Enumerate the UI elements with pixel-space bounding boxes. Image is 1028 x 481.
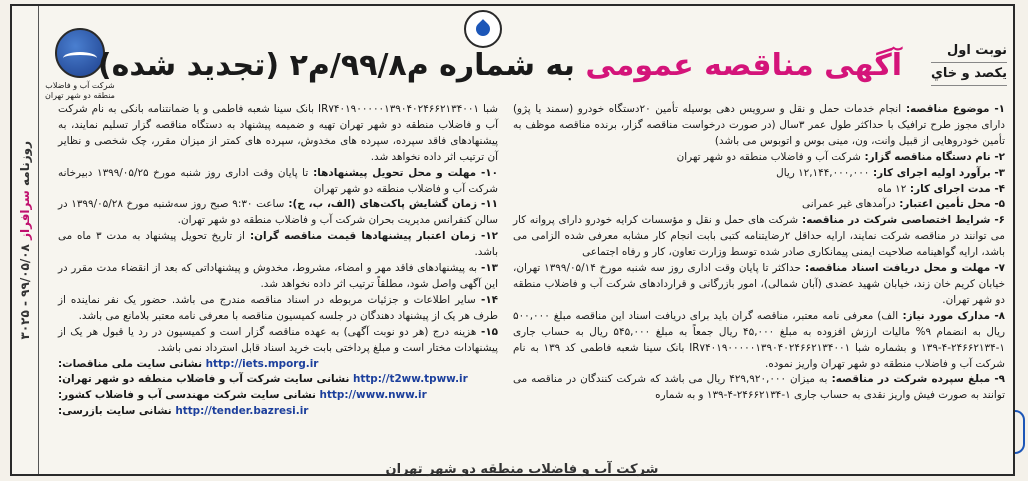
clause-4 [513,182,1005,198]
clause-text: هزینه درج (هر دو نوبت آگهی) به عهده مناقصه گزار است و کمیسیون در رد یا قبول هر یک از پیشنهادات مختار است و مبلغ پرداختی بابت خرید اسناد قابل استرداد نمی باشد. [58,325,498,354]
clause-text: شرکت آب و فاضلاب منطقه دو شهر تهران [676,150,861,163]
clause-text: سایر اطلاعات و جزئیات مربوطه در اسناد مناقصه مندرج می باشد. حضور یک نفر نماینده از طرف هر یک از پیشنهاد دهندگان در جلسه کمیسیون مناقصه با معرفی نامه معتبر بلامانع می باشد. [58,293,498,322]
clause-label: ۱۵- [476,325,498,338]
clause-text: به میزان ۴۲۹,۹۲۰,۰۰۰ ریال می باشد که شرکت کنندگان در مناقصه می توانند به صورت فیش واریز نقدی به حساب جاری ۱-۲۴۶۶۲۱۳۴-۴-۱۳۹ و به شماره [513,373,1005,402]
newspaper-side-strip [12,6,39,474]
website-link[interactable]: http://t2ww.tpww.ir [352,373,468,386]
newspaper-name: روزنامه [18,140,32,186]
page-edge-bracket [1015,410,1025,454]
issue-date: ۹۹/۰۵/۰۸ - ۳۰۲۵ [18,243,32,340]
clause-1 [513,102,1005,150]
clause-label: ۳- برآورد اولیه اجرای کار: [869,166,1005,179]
clause-1 [58,102,498,166]
publication-turn [931,40,1007,86]
clause-text: الف) معرفی نامه معتبر، مناقصه گران باید برای دریافت اسناد این مناقصه مبلغ ۵۰۰,۰۰۰ ریال به انضمام ۹% مالیات ارزش افزوده به مبلغ ۴۵,۰۰۰ ریال جمعاً به مبلغ ۵۴۵,۰۰۰ ریال به حساب جاری ۱-۲۴۶۶۲۱۳۴-۴-۱۳۹ و بشماره شبا IR۷۴۰۱۹۰۰۰۰۰۱۳۹۰۴۰۲۴۶۶۲۱۳۴۰۰۱ بانک سینا شعبه فاطمی کد ۱۳۹ به نام شرکت آب و فاضلاب منطقه دو شهر تهران واریز نموده. [513,309,1005,370]
clause-label: ۹- مبلغ سپرده شرکت در مناقصه: [827,373,1005,386]
clause-text: ۱۲ ماه [877,182,907,195]
website-label: نشانی سایت ملی مناقصات: [58,357,206,370]
clause-5 [513,197,1005,213]
website-row [58,388,498,404]
clause-label: ۱- موضوع مناقصه: [901,103,1005,115]
clause-label: ۱۱- زمان گشایش پاکت‌های (الف، ب، ج): [284,198,499,211]
clause-label: ۵- محل تأمین اعتبار: [895,198,1005,211]
clause-label: ۸- مدارک مورد نیاز: [898,309,1006,322]
clause-text: انجام خدمات حمل و نقل و سرویس دهی بوسیله تأمین ۲۰دستگاه خودرو (سمند یا پژو) دارای مجوز طرح ترافیک با حداکثر طول عمر ۳سال (در صورت درخواست مناقصه گزار، برنده مناقصه موظف به تأمین خودروهایی از قبیل وانت، ون، مینی بوس و اتوبوس می باشد) [513,103,1005,147]
clause-label: ۲- نام دستگاه مناقصه گزار: [860,150,1005,163]
clause-2 [513,150,1005,166]
clause-label: ۱۳- [477,262,498,275]
clause-8 [513,309,1005,373]
tender-advertisement [10,4,1015,476]
website-row [58,357,498,373]
clause-4 [58,229,498,261]
clause-text: از تاریخ تحویل پیشنهاد به مدت ۳ ماه می باشد. [58,230,498,259]
clause-text: درآمدهای غیر عمرانی [802,198,896,211]
newspaper-brand: سرافراز [18,189,32,240]
clause-text: شرکت های حمل و نقل و مؤسسات کرایه خودرو دارای پروانه کار می توانند در مناقصه شرکت نمایند، ارایه حداقل ۲رضایتنامه کتبی بابت انجام کار مشابه معرفی شده الزامی می باشد، ارایه گواهینامه صلاحیت ایمنی پیمانکاری صادر شده توسط وزارت تعاون، کار و رفاه اجتماعی [513,214,1005,259]
clause-6 [513,213,1005,261]
website-link[interactable]: http://tender.bazresi.ir [175,405,309,418]
clause-label: ۷- مهلت و محل دریافت اسناد مناقصه: [800,262,1006,275]
clause-text: ۱۲,۱۴۴,۰۰۰,۰۰۰ ریال [776,166,870,179]
clause-label: ۱۰- مهلت و محل تحویل پیشنهادها: [308,166,498,179]
right-column [513,102,1005,404]
ad-title [97,48,902,83]
clause-3 [513,166,1005,182]
left-column [58,102,498,420]
clause-2 [58,166,498,198]
turn-label: نوبت اول [931,40,1007,63]
turn-label-2: یکصد و خاي [931,63,1007,86]
website-link[interactable]: http://www.nww.ir [319,389,427,402]
clause-label: ۶- شرایط اختصاصی شرکت در مناقصه: [798,214,1005,227]
website-label: نشانی سایت شرکت آب و فاضلاب منطقه دو شهر تهران: [58,373,353,386]
clause-3 [58,197,498,229]
clause-7 [58,325,498,357]
water-drop-icon [464,10,502,48]
clause-9 [513,372,1005,404]
clause-6 [58,293,498,325]
website-row [58,404,498,420]
website-row [58,372,498,388]
website-label: نشانی سایت شرکت مهندسی آب و فاضلاب کشور: [58,389,320,402]
website-link[interactable]: http://iets.mporg.ir [205,357,319,370]
title-accent: آگهی مناقصه عمومی [585,48,902,83]
clause-text: ساعت ۹:۳۰ صبح روز سه‌شنبه مورخ ۱۳۹۹/۰۵/۲۸ در سالن کنفرانس مدیریت بحران شرکت آب و فاضلاب منطقه دو شهر تهران. [58,198,498,227]
clause-label: ۴- مدت اجرای کار: [906,182,1005,195]
clause-text: به پیشنهادهای فاقد مهر و امضاء، مشروط، مخدوش و پیشنهاداتی که بعد از انقضاء مدت مقرر در این آگهی واصل شود، مطلقاً ترتیب اثر داده نخواهد شد. [58,262,498,290]
clause-label: ۱۲- زمان اعتبار پیشنهادها قیمت مناقصه گران: [244,230,498,243]
footer-company: شرکت آب و فاضلاب منطقه دو شهر تهران [385,462,659,477]
website-label: نشانی سایت بازرسی: [58,405,176,418]
clause-7 [513,261,1005,309]
clause-5 [58,261,498,293]
clause-text: حداکثر تا پایان وقت اداری روز سه شنبه مورخ ۱۳۹۹/۰۵/۱۴ تهران، خیابان کریم خان زند، خیابان شهید عضدی (آبان شمالی)، امور بازرگانی و قراردادهای شرکت آب و فاضلاب منطقه دو شهر تهران. [513,262,1005,306]
title-rest: به شماره م۹۹/۸/م۲ (تجدید شده) [97,48,575,83]
clause-text: شبا IR۷۴۰۱۹۰۰۰۰۰۱۳۹۰۴۰۲۴۶۶۲۱۳۴۰۰۱ بانک سینا شعبه فاطمی و یا ضمانتنامه بانکی به نام شرکت آب و فاضلاب منطقه دو شهر تهران تهیه و ضمیمه پیشنهاد به دستگاه مناقصه گزار تسلیم نمایند، به پیشنهادهای فاقد سپرده، سپرده های مخدوش، سپرده های کمتر از میزان مقرر، چک شخصی و نظایر آن ترتیب اثر داده نخواهد شد. [58,103,498,163]
clause-label: ۱۴- [475,293,498,306]
clause-text: تا پایان وقت اداری روز شنبه مورخ ۱۳۹۹/۰۵/۲۵ دبیرخانه شرکت آب و فاضلاب منطقه دو شهر تهران [58,166,498,195]
logo-caption: شرکت آب و فاضلاب منطقه دو شهر تهران [45,81,115,100]
